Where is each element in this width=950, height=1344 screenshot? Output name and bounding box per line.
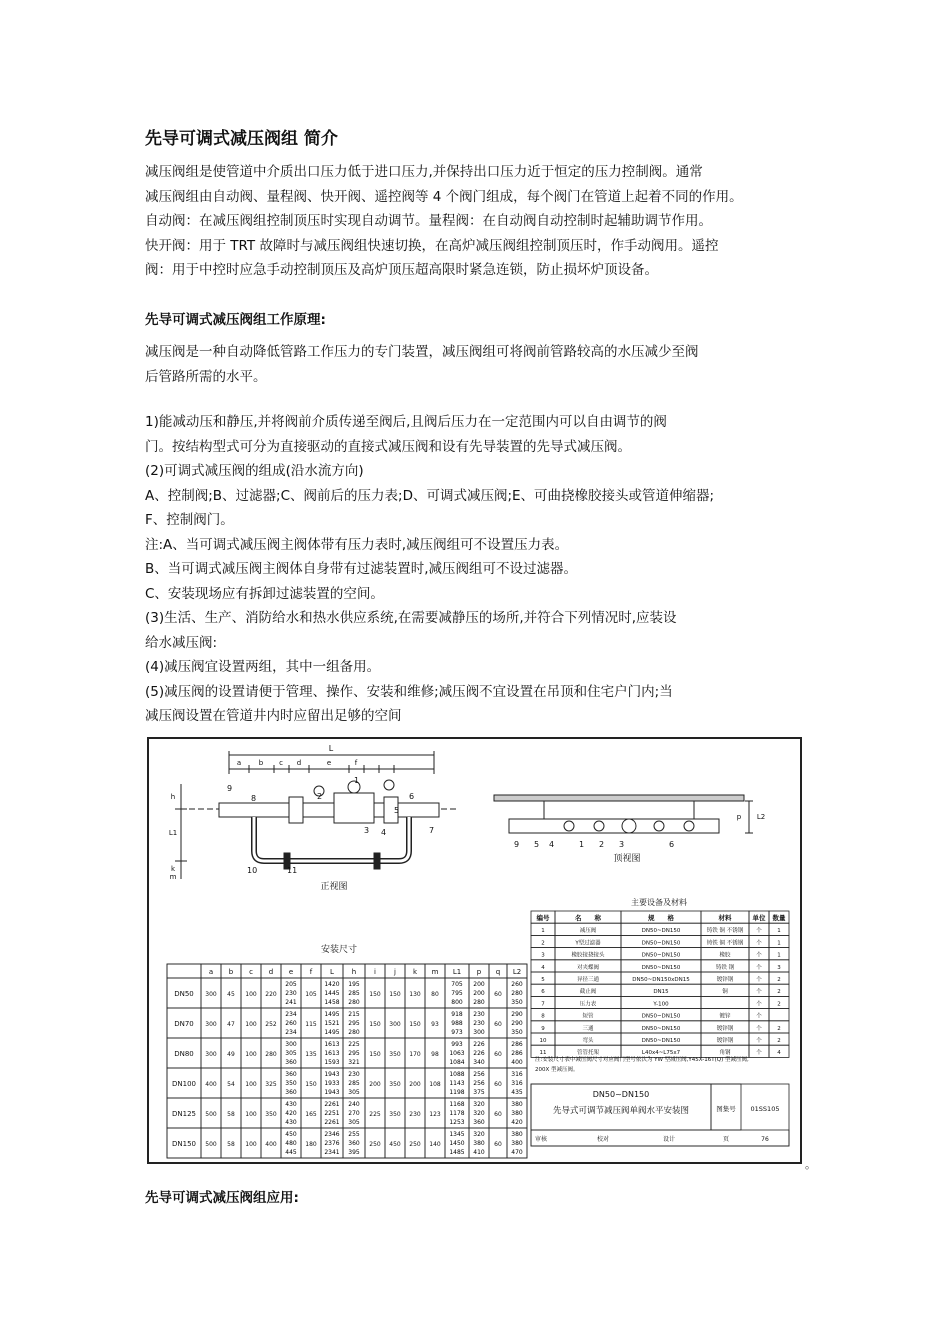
- materials-cell-text: DN50~DN150xDN15: [632, 977, 690, 983]
- materials-cell-text: 铸铁 铜 不锈钢: [706, 928, 744, 935]
- install-cell-value: 100: [245, 1111, 257, 1118]
- dim-label-dim_a: a: [236, 759, 242, 767]
- part-number-front: 9: [227, 784, 233, 793]
- materials-cell-text: 个: [756, 964, 762, 971]
- install-cell-value: 150: [369, 1051, 381, 1058]
- part-number-top: 9: [514, 840, 520, 849]
- materials-cell-text: 6: [541, 989, 545, 996]
- figure-note-line: 注:安装尺寸表中减压阀尺寸对应阀门型号依次为 YW 型减压阀,Y45X-16T(Q) 型减压阀,: [535, 1057, 749, 1063]
- materials-cell-text: 8: [541, 1013, 545, 1020]
- install-cell-value: 100: [245, 1141, 257, 1148]
- install-header-text: p: [476, 968, 482, 976]
- install-cell-value: 240 270 305: [348, 1101, 360, 1126]
- materials-cell-text: DN50~DN150: [641, 1013, 681, 1020]
- install-cell-value: 100: [245, 991, 257, 998]
- installation-drawing: [147, 737, 802, 1164]
- install-cell-value: 220: [265, 991, 277, 998]
- materials-cell-text: 个: [756, 989, 762, 996]
- install-cell-value: 60: [494, 1111, 502, 1118]
- materials-cell-text: 截止阀: [579, 989, 597, 996]
- install-cell-value: 170: [409, 1051, 421, 1058]
- install-cell-value: 300: [205, 1051, 217, 1058]
- materials-cell-text: 7: [541, 1001, 545, 1008]
- install-cell-value: 290 290 350: [511, 1011, 523, 1036]
- install-cell-value: 1943 1933 1943: [324, 1071, 340, 1096]
- list-line: 减压阀设置在管道井内时应留出足够的空间: [145, 708, 402, 724]
- materials-cell-text: 角钢: [719, 1050, 731, 1057]
- install-cell-value: 45: [227, 991, 235, 998]
- install-cell-value: 400: [265, 1141, 277, 1148]
- install-cell-value: 135: [305, 1051, 317, 1058]
- materials-cell-text: 1: [777, 952, 781, 959]
- section-heading-application: 先导可调式减压阀组应用:: [145, 1190, 299, 1206]
- install-cell-value: 260 280 350: [511, 981, 523, 1006]
- part-number-front: 1: [354, 776, 360, 785]
- install-cell-value: 60: [494, 1081, 502, 1088]
- install-cell-value: 1495 1521 1495: [324, 1011, 340, 1036]
- list-line: A、控制阀;B、过滤器;C、阀前后的压力表;D、可调式减压阀;E、可曲挠橡胶接头或管道伸缩器;: [145, 487, 715, 504]
- title-block-line2: 先导式可调节减压阀单阀水平安装图: [552, 1106, 690, 1116]
- dim-label-dim_f: f: [354, 759, 358, 767]
- install-row-name: DN100: [172, 1080, 196, 1088]
- install-cell-value: 430 420 430: [285, 1101, 297, 1126]
- dim-label-L2: L2: [756, 813, 766, 821]
- materials-header-text: 单位: [752, 914, 766, 922]
- install-header-text: k: [412, 968, 418, 976]
- materials-cell-text: Y型过滤器: [575, 940, 601, 947]
- part-number-top: 1: [579, 840, 585, 849]
- install-cell-value: 150: [409, 1021, 421, 1028]
- install-cell-value: 100: [245, 1021, 257, 1028]
- part-number-top: 4: [549, 840, 555, 849]
- install-cell-value: 993 1063 1084: [449, 1041, 465, 1066]
- install-cell-value: 226 226 340: [473, 1041, 485, 1066]
- install-cell-value: 58: [227, 1111, 235, 1118]
- install-cell-value: 918 988 973: [451, 1011, 463, 1036]
- install-row-name: DN70: [174, 1020, 194, 1028]
- part-number-top: 2: [599, 840, 605, 849]
- list-line: (3)生活、生产、消防给水和热水供应系统,在需要减静压的场所,并符合下列情况时,应装设: [145, 610, 677, 626]
- list-line: B、当可调式减压阀主阀体自身带有过滤装置时,减压阀组可不设过滤器。: [145, 561, 578, 577]
- materials-header-text: 数量: [772, 914, 786, 922]
- materials-cell-text: 个: [756, 928, 762, 935]
- install-cell-value: 150: [369, 1021, 381, 1028]
- list-line: (5)减压阀的设置请便于管理、操作、安装和维修;减压阀不宜设置在吊顶和住宅户门内;当: [145, 683, 673, 700]
- materials-cell-text: 短管: [582, 1013, 594, 1020]
- list-line: 门。按结构型式可分为直接驱动的直接式减压阀和设有先导装置的先导式减压阀。: [145, 438, 631, 455]
- list-line: 1)能减动压和静压,并将阀前介质传递至阀后,且阀后压力在一定范围内可以自由调节的阀: [145, 414, 667, 430]
- dim-label-dim_b: b: [258, 759, 264, 767]
- materials-cell-text: 1: [777, 940, 781, 947]
- install-cell-value: 225: [369, 1111, 381, 1118]
- install-cell-value: 1613 1613 1593: [324, 1041, 340, 1066]
- dim-label-h: h: [170, 793, 176, 801]
- atlas-number: 01SS105: [750, 1105, 780, 1113]
- materials-cell-text: 个: [756, 977, 762, 983]
- install-header-text: f: [309, 968, 313, 976]
- dim-label-dim_d: d: [296, 759, 302, 767]
- materials-cell-text: 个: [756, 1013, 762, 1020]
- intro-line: 减压阀组由自动阀、量程阀、快开阀、遥控阀等 4 个阀门组成，每个阀门在管道上起着不同的作用。: [145, 188, 743, 205]
- install-cell-value: 705 795 800: [451, 981, 463, 1006]
- install-cell-value: 200: [369, 1081, 381, 1088]
- materials-cell-text: 1: [777, 928, 781, 935]
- install-cell-value: 54: [227, 1081, 235, 1088]
- trailing-dot: 。: [805, 1158, 816, 1171]
- install-cell-value: 1420 1445 1458: [324, 981, 340, 1006]
- install-header-text: e: [288, 968, 294, 976]
- materials-cell-text: 镀锌钢: [716, 977, 734, 983]
- materials-cell-text: 2: [777, 1025, 781, 1032]
- intro-line: 快开阀：用于 TRT 故障时与减压阀组快速切换，在高炉减压阀组控制顶压时，作手动阀用。遥控: [145, 237, 719, 254]
- install-cell-value: 58: [227, 1141, 235, 1148]
- principle-line: 后管路所需的水平。: [145, 368, 267, 385]
- list-line: F、控制阀门。: [145, 512, 234, 528]
- install-cell-value: 1088 1143 1198: [449, 1071, 465, 1096]
- title-block-line1: DN50~DN150: [592, 1090, 650, 1099]
- materials-cell-text: 个: [756, 1025, 762, 1032]
- signature-row: [531, 1130, 789, 1146]
- install-header-text: d: [268, 968, 274, 976]
- materials-table-title: 主要设备及材料: [631, 898, 687, 907]
- part-number-front: 5: [394, 806, 400, 815]
- install-cell-value: 300 305 360: [285, 1041, 297, 1066]
- part-number-front: 6: [409, 792, 415, 801]
- install-cell-value: 180: [305, 1141, 317, 1148]
- check-label: 校对: [596, 1136, 610, 1143]
- install-cell-value: 300: [205, 1021, 217, 1028]
- materials-cell-text: DN50~DN150: [641, 928, 681, 935]
- materials-cell-text: 11: [539, 1050, 547, 1057]
- materials-cell-text: 镀锌钢: [716, 1038, 734, 1044]
- materials-cell-text: 铸铁 铜 不锈钢: [706, 940, 744, 947]
- install-cell-value: 230 230 300: [473, 1011, 485, 1036]
- materials-cell-text: 2: [777, 1038, 781, 1044]
- materials-cell-text: 压力表: [579, 1001, 597, 1008]
- dim-label-L1: L1: [168, 829, 178, 837]
- design-label: 设计: [662, 1136, 676, 1143]
- install-cell-value: 200 200 280: [473, 981, 485, 1006]
- materials-cell-text: DN15: [653, 989, 669, 996]
- part-number-front: 3: [364, 826, 370, 835]
- materials-header-text: 规 格: [648, 914, 674, 922]
- part-number-top: 5: [534, 840, 540, 849]
- install-header-text: L2: [512, 968, 522, 976]
- install-cell-value: 165: [305, 1111, 317, 1118]
- install-cell-value: 325: [265, 1081, 277, 1088]
- install-cell-value: 350: [389, 1051, 401, 1058]
- install-cell-value: 252: [265, 1021, 277, 1028]
- install-cell-value: 1168 1178 1253: [449, 1101, 465, 1126]
- materials-cell: [701, 996, 749, 1008]
- materials-cell-text: 1: [541, 928, 545, 935]
- materials-cell-text: 3: [541, 952, 545, 959]
- materials-header-text: 材料: [718, 914, 732, 922]
- install-row-name: DN125: [172, 1110, 196, 1118]
- materials-cell-text: 镀锌钢: [716, 1025, 734, 1032]
- materials-cell-text: 2: [777, 989, 781, 996]
- install-row-name: DN50: [174, 990, 194, 998]
- materials-cell-text: 个: [756, 1038, 762, 1044]
- install-cell-value: 1345 1450 1485: [449, 1131, 465, 1156]
- install-cell-value: 225 295 321: [348, 1041, 360, 1066]
- atlas-label: 图集号: [716, 1105, 736, 1113]
- front-view-drawing: [175, 751, 459, 879]
- review-label: 审核: [534, 1136, 548, 1143]
- materials-cell-text: 5: [541, 977, 545, 983]
- install-cell-value: 500: [205, 1111, 217, 1118]
- page-label: 页: [722, 1136, 730, 1143]
- intro-line: 减压阀组是使管道中介质出口压力低于进口压力,并保持出口压力近于恒定的压力控制阀。通常: [145, 164, 703, 180]
- front-view-label: 正视图: [320, 882, 348, 892]
- materials-cell-text: 减压阀: [579, 928, 597, 935]
- install-cell-value: 100: [245, 1051, 257, 1058]
- install-cell-value: 450: [389, 1141, 401, 1148]
- intro-paragraph: [145, 160, 810, 283]
- install-cell-value: 215 295 280: [348, 1011, 360, 1036]
- page-title: 先导可调式减压阀组 简介: [145, 129, 338, 149]
- install-cell-value: 2346 2376 2341: [324, 1131, 340, 1156]
- install-header-text: a: [208, 968, 214, 976]
- materials-cell-text: 4: [777, 1050, 781, 1057]
- install-cell-value: 300: [205, 991, 217, 998]
- install-cell-value: 130: [409, 991, 421, 998]
- materials-cell-text: 橡胶接挠接头: [571, 952, 605, 959]
- install-cell-value: 280: [265, 1051, 277, 1058]
- install-header-text: i: [374, 968, 376, 976]
- materials-cell-text: 个: [756, 952, 762, 959]
- list-line: 给水减压阀:: [145, 634, 218, 651]
- install-cell-value: 49: [227, 1051, 235, 1058]
- install-cell-value: 230 285 305: [348, 1071, 360, 1096]
- dim-label-dim_e: e: [326, 759, 332, 767]
- page-number: 76: [761, 1136, 769, 1143]
- install-cell-value: 320 320 360: [473, 1101, 485, 1126]
- principle-line: 减压阀是一种自动降低管路工作压力的专门装置，减压阀组可将阀前管路较高的水压减少至阀: [145, 344, 699, 360]
- install-header-text: q: [495, 968, 501, 976]
- materials-cell-text: DN50~DN150: [641, 1025, 681, 1032]
- list-line: 注:A、当可调式减压阀主阀体带有压力表时,减压阀组可不设置压力表。: [145, 536, 569, 553]
- install-cell-value: 360 350 360: [285, 1071, 297, 1096]
- materials-cell-text: 橡胶: [719, 952, 731, 959]
- materials-cell-text: 管管托架: [576, 1050, 600, 1057]
- install-cell-value: 234 260 234: [285, 1011, 297, 1036]
- install-cell-value: 93: [431, 1021, 439, 1028]
- materials-cell-text: 个: [756, 1001, 762, 1008]
- top-view-drawing: [494, 795, 753, 833]
- materials-cell-text: 铜: [722, 989, 728, 996]
- part-number-top: 6: [669, 840, 675, 849]
- principle-list: [145, 410, 810, 729]
- materials-cell-text: 三通: [582, 1025, 594, 1032]
- install-cell-value: 140: [429, 1141, 441, 1148]
- materials-cell-text: 4: [541, 964, 545, 971]
- install-header-text: m: [431, 968, 439, 976]
- materials-cell-text: 个: [756, 1050, 762, 1057]
- install-cell-value: 108: [429, 1081, 441, 1088]
- install-cell-value: 450 480 445: [285, 1131, 297, 1156]
- install-cell-value: 230: [409, 1111, 421, 1118]
- install-header-text: c: [249, 968, 253, 976]
- part-number-front: 11: [287, 866, 298, 875]
- list-line: C、安装现场应有拆卸过滤装置的空间。: [145, 585, 384, 602]
- section-heading-principle: 先导可调式减压阀组工作原理:: [145, 312, 326, 328]
- install-cell-value: 380 380 470: [511, 1131, 523, 1156]
- install-cell-value: 350: [265, 1111, 277, 1118]
- part-number-front: 10: [247, 866, 258, 875]
- materials-cell-text: DN50~DN150: [641, 964, 681, 971]
- intro-line: 自动阀：在减压阀组控制顶压时实现自动调节。量程阀：在自动阀自动控制时起辅助调节作用。: [145, 213, 712, 229]
- install-cell-value: 400: [205, 1081, 217, 1088]
- install-cell-value: 316 316 435: [511, 1071, 523, 1096]
- materials-header-text: 名 称: [575, 914, 601, 922]
- materials-cell-text: 2: [777, 977, 781, 983]
- install-header-text: L: [330, 968, 334, 976]
- install-header-corner: [167, 964, 201, 978]
- dim-label-k: k: [170, 865, 176, 873]
- install-cell-value: 300: [389, 1021, 401, 1028]
- install-cell-value: 47: [227, 1021, 235, 1028]
- list-line: (2)可调式减压阀的组成(沿水流方向): [145, 463, 364, 479]
- part-number-top: 3: [619, 840, 625, 849]
- top-view-label: 顶视图: [613, 854, 641, 864]
- install-cell-value: 380 380 420: [511, 1101, 523, 1126]
- install-cell-value: 60: [494, 1021, 502, 1028]
- install-cell-value: 80: [431, 991, 439, 998]
- install-cell-value: 350: [389, 1081, 401, 1088]
- install-cell-value: 205 230 241: [285, 981, 297, 1006]
- dim-label-dim_c: c: [279, 759, 283, 767]
- install-cell-value: 286 286 400: [511, 1041, 523, 1066]
- dim-label-m: m: [169, 873, 177, 881]
- install-cell-value: 2261 2251 2261: [324, 1101, 340, 1126]
- part-number-front: 4: [381, 828, 387, 837]
- materials-cell-text: 9: [541, 1025, 545, 1032]
- materials-cell-text: 10: [539, 1038, 547, 1044]
- install-cell-value: 123: [429, 1111, 441, 1118]
- principle-paragraph: [145, 340, 810, 389]
- install-table-title: 安装尺寸: [320, 945, 358, 955]
- install-cell-value: 150: [389, 991, 401, 998]
- materials-cell-text: 弯头: [582, 1038, 594, 1044]
- materials-cell: [769, 1009, 789, 1021]
- materials-cell-text: 3: [777, 964, 781, 971]
- install-cell-value: 60: [494, 1051, 502, 1058]
- install-header-text: L1: [452, 968, 462, 976]
- part-number-front: 8: [251, 794, 257, 803]
- install-cell-value: 200: [409, 1081, 421, 1088]
- materials-cell-text: 铸铁 钢: [715, 964, 735, 971]
- materials-header-text: 编号: [536, 914, 550, 922]
- install-cell-value: 115: [305, 1021, 317, 1028]
- install-cell-value: 255 360 395: [348, 1131, 360, 1156]
- part-number-front: 2: [317, 792, 323, 801]
- install-cell-value: 320 380 410: [473, 1131, 485, 1156]
- part-number-front: 7: [429, 826, 435, 835]
- figure-note-line: 200X 型减压阀。: [535, 1067, 579, 1073]
- install-row-name: DN150: [172, 1140, 196, 1148]
- install-cell-value: 256 256 375: [473, 1071, 485, 1096]
- install-cell-value: 250: [369, 1141, 381, 1148]
- install-cell-value: 100: [245, 1081, 257, 1088]
- install-header-text: h: [351, 968, 357, 976]
- materials-cell-text: DN50~DN150: [641, 952, 681, 959]
- install-cell-value: 98: [431, 1051, 439, 1058]
- install-header-text: b: [228, 968, 234, 976]
- install-cell-value: 105: [305, 991, 317, 998]
- install-header-text: j: [394, 968, 396, 976]
- install-cell-value: 150: [305, 1081, 317, 1088]
- materials-cell-text: L40x4~L75x7: [641, 1050, 681, 1057]
- materials-cell-text: 个: [756, 940, 762, 947]
- dim-label-L: L: [328, 744, 334, 753]
- materials-cell-text: 对夹蝶阀: [576, 964, 600, 971]
- install-cell-value: 250: [409, 1141, 421, 1148]
- materials-cell-text: 异径三通: [576, 977, 600, 983]
- install-cell-value: 350: [389, 1111, 401, 1118]
- list-line: (4)减压阀宜设置两组，其中一组备用。: [145, 659, 381, 675]
- materials-cell-text: DN50~DN150: [641, 940, 681, 947]
- materials-cell-text: 2: [777, 1001, 781, 1008]
- install-cell-value: 500: [205, 1141, 217, 1148]
- materials-cell-text: 2: [541, 940, 545, 947]
- install-row-name: DN80: [174, 1050, 194, 1058]
- materials-cell-text: Y-100: [653, 1001, 669, 1008]
- install-cell-value: 60: [494, 991, 502, 998]
- materials-cell-text: DN50~DN150: [641, 1038, 681, 1044]
- install-cell-value: 195 285 280: [348, 981, 360, 1006]
- dim-label-p: p: [736, 813, 742, 821]
- install-cell-value: 60: [494, 1141, 502, 1148]
- materials-cell-text: 镀锌: [719, 1013, 731, 1020]
- intro-line: 阀：用于中控时应急手动控制顶压及高炉顶压超高限时紧急连锁，防止损坏炉顶设备。: [145, 262, 658, 278]
- install-cell-value: 150: [369, 991, 381, 998]
